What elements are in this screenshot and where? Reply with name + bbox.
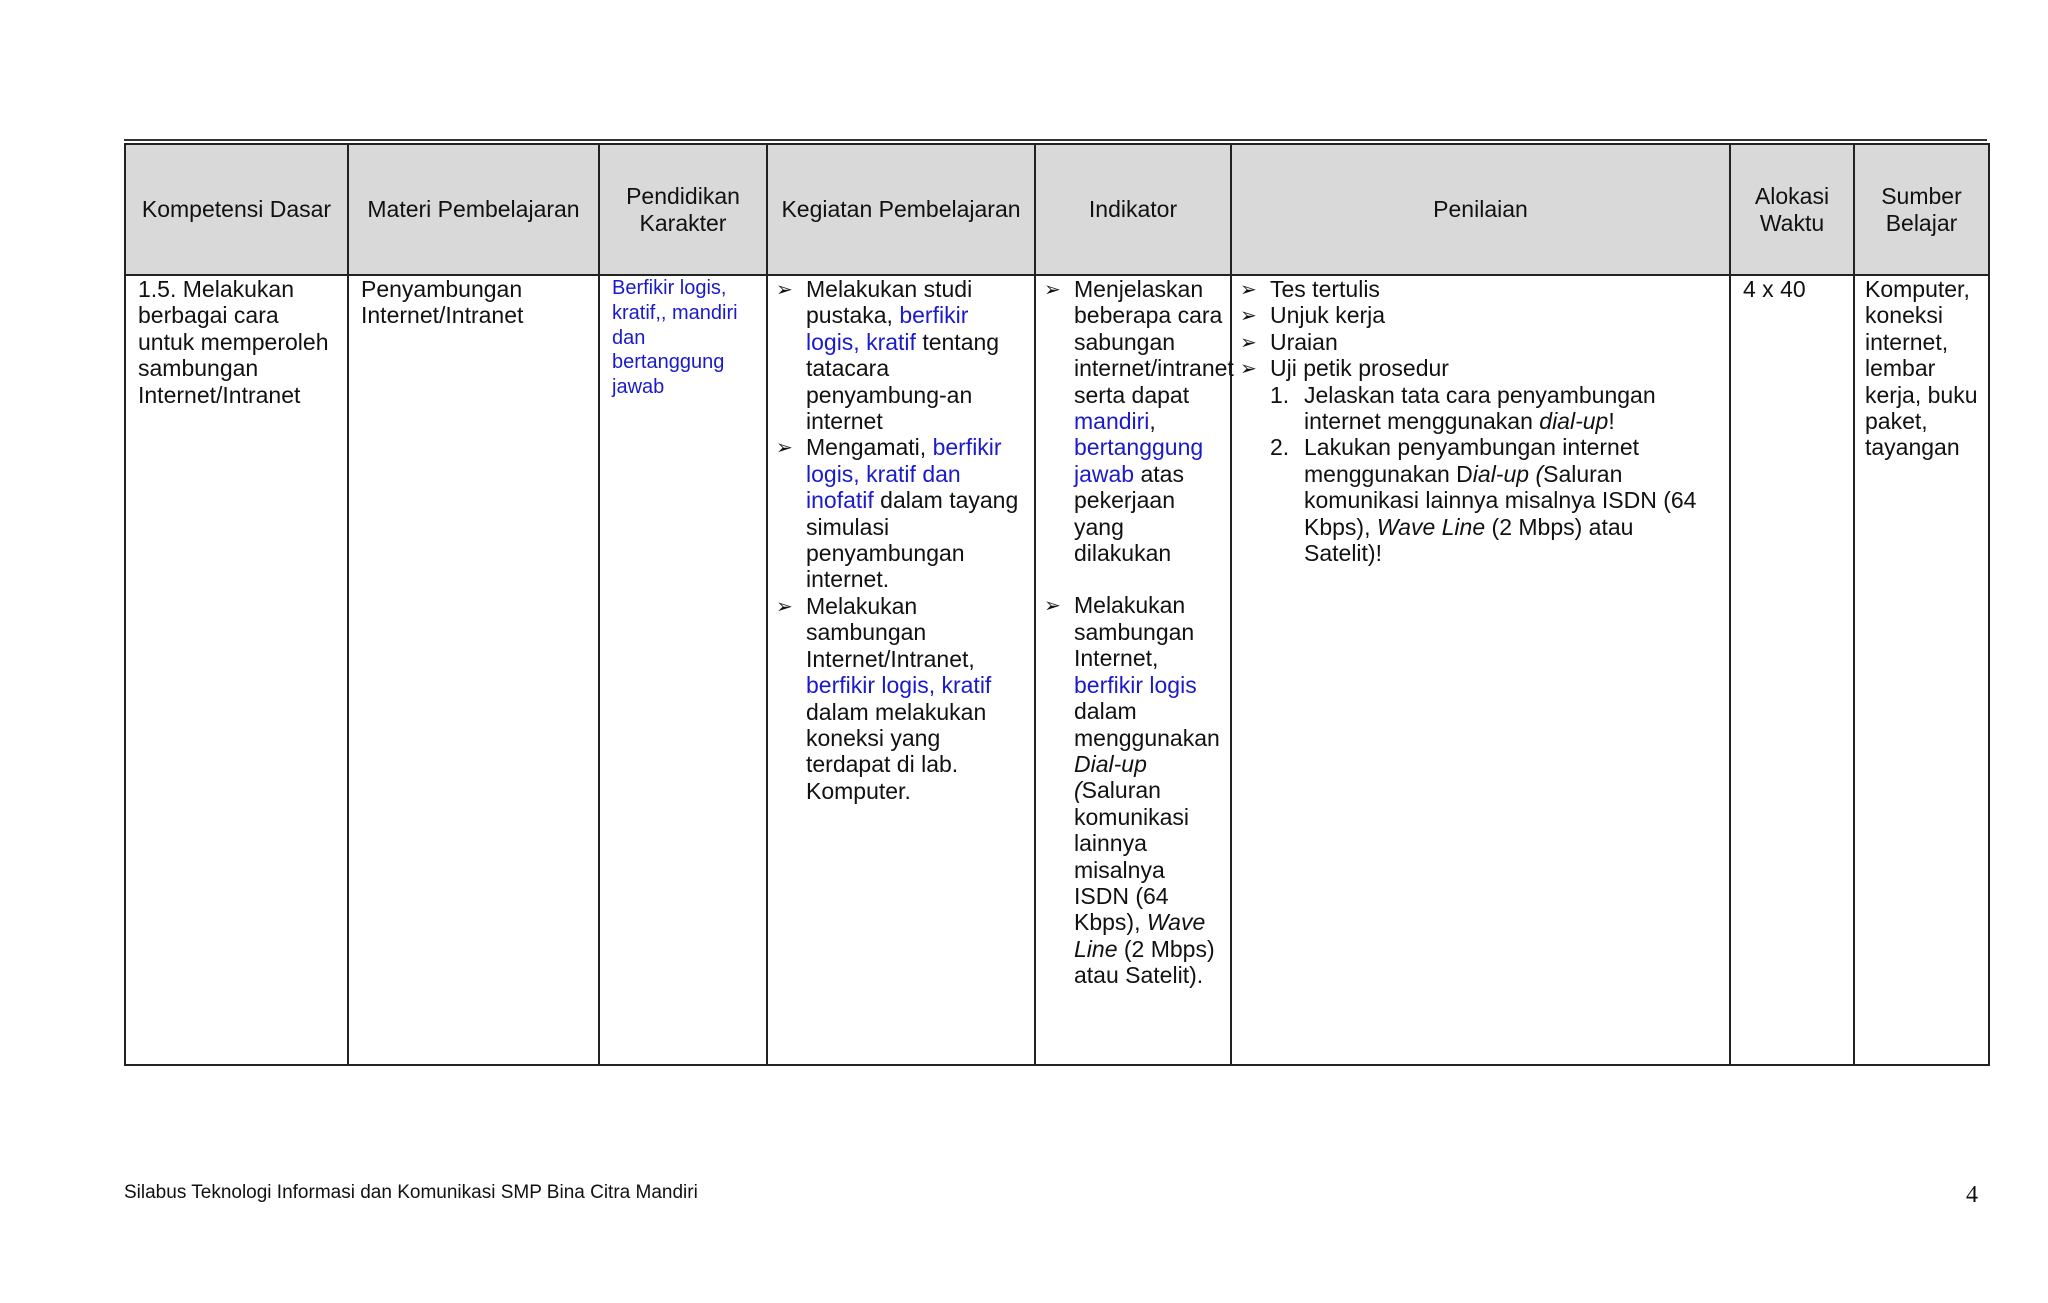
arrow-bullet-icon: ➢ xyxy=(1044,593,1061,618)
arrow-bullet-icon: ➢ xyxy=(1240,303,1257,328)
cell-indikator xyxy=(1035,275,1234,1065)
arrow-bullet-icon: ➢ xyxy=(1044,277,1061,301)
cell-kompetensi-dasar xyxy=(125,275,348,1065)
arrow-bullet-icon: ➢ xyxy=(776,435,793,460)
header-penilaian: Penilaian xyxy=(1231,144,1730,275)
list-item: ➢ Menjelaskan beberapa cara sabungan internet/intranet serta dapat mandiri, bertanggung jawab atas pekerjaan yang dilakukan xyxy=(1044,276,1234,567)
arrow-bullet-icon: ➢ xyxy=(776,593,793,618)
list-spacer xyxy=(1036,566,1224,592)
cell-penilaian xyxy=(1231,275,1730,1065)
list-item: ➢ Unjuk kerja xyxy=(1240,302,1386,329)
cell-alokasi xyxy=(1730,275,1854,1065)
header-sumber: Sumber Belajar xyxy=(1854,144,1989,275)
arrow-bullet-icon: ➢ xyxy=(1240,329,1257,354)
syllabus-table xyxy=(124,143,1990,1066)
list-item: 2. Lakukan penyambungan internet menggunakan Dial-up (Saluran komunikasi lainnya misalnya ISDN (64 Kbps), Wave Line (2 Mbps) atau Satelit)! xyxy=(1270,434,1697,567)
list-item: ➢ Melakukan sambungan Internet/Intranet, berfikir logis, kratif dalam melakukan koneksi yang terdapat di lab. Komputer. xyxy=(776,592,992,804)
list-item: ➢ Melakukan studi pustaka, berfikir logis, kratif tentang tatacara penyambung-an internet xyxy=(776,276,1000,435)
page-number: 4 xyxy=(1966,1182,1978,1208)
karakter-text: Berfikir logis, kratif,, mandiri dan bertanggung jawab xyxy=(612,277,738,399)
list-item: 1. Jelaskan tata cara penyambungan internet menggunakan dial-up! xyxy=(1270,381,1656,435)
indikator-list xyxy=(1036,276,1234,989)
list-item: ➢ Mengamati, berfikir logis, kratif dan inofatif dalam tayang simulasi penyambungan internet. xyxy=(776,434,1019,593)
footer-text: Silabus Teknologi Informasi dan Komunikasi SMP Bina Citra Mandiri xyxy=(124,1182,698,1203)
cell-karakter xyxy=(599,275,767,1065)
kegiatan-list xyxy=(768,276,1034,804)
kd-text: 1.5. Melakukan berbagai cara untuk memperoleh sambungan Internet/Intranet xyxy=(138,276,329,408)
arrow-bullet-icon: ➢ xyxy=(1240,277,1257,301)
header-kegiatan: Kegiatan Pembelajaran xyxy=(767,144,1035,275)
cell-kegiatan xyxy=(767,275,1035,1065)
header-alokasi: Alokasi Waktu xyxy=(1730,144,1854,275)
penilaian-questions xyxy=(1232,382,1729,567)
list-item: ➢ Tes tertulis xyxy=(1240,276,1380,302)
cell-materi xyxy=(348,275,599,1065)
list-item: ➢ Uraian xyxy=(1240,328,1338,355)
header-indikator: Indikator xyxy=(1035,144,1231,275)
cell-sumber xyxy=(1854,275,1989,1065)
header-kompetensi-dasar: Kompetensi Dasar xyxy=(125,144,348,275)
arrow-bullet-icon: ➢ xyxy=(776,277,793,301)
sumber-text: Komputer, koneksi internet, lembar kerja, buku paket, tayangan xyxy=(1865,276,1978,461)
penilaian-list xyxy=(1232,276,1729,382)
table-row xyxy=(125,275,1989,1065)
header-row xyxy=(125,144,1989,275)
top-rule xyxy=(124,139,1987,141)
arrow-bullet-icon: ➢ xyxy=(1240,356,1257,381)
alokasi-text: 4 x 40 xyxy=(1743,276,1806,302)
materi-text: Penyambungan Internet/Intranet xyxy=(361,276,524,329)
header-karakter: Pendidikan Karakter xyxy=(599,144,767,275)
header-materi: Materi Pembelajaran xyxy=(348,144,599,275)
list-item: ➢ Melakukan sambungan Internet, berfikir logis dalam menggunakan Dial-up (Saluran komunikasi lainnya misalnya ISDN (64 Kbps), Wave Line (2 Mbps) atau Satelit). xyxy=(1044,592,1220,989)
list-item: ➢ Uji petik prosedur xyxy=(1240,355,1449,382)
